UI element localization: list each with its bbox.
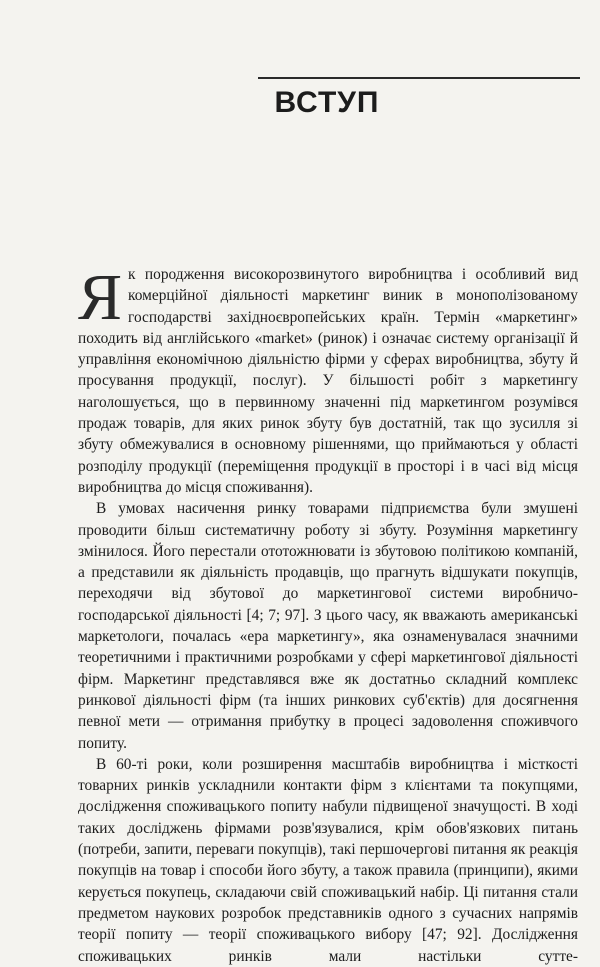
chapter-heading: ВСТУП: [274, 86, 380, 119]
heading-rule: [258, 77, 580, 79]
paragraph-1-text: к породження високорозвинутого виробництва і особливий вид комерційної діяльності маркетинг виник в монополізованому господарстві західноєвропейських країн. Термін «маркетинг» походить від англійського «market» (ринок) і означає систему організації й управління економічною діяльністю фірми у сферах виробництва, збуту й просування продукції, послуг). У більшості робіт з маркетингу наголошується, що в первинному значенні під маркетингом розумівся продаж товарів, для яких ринок збуту був достатній, так що зусилля зі збуту обмежувалися в основному рішеннями, що приймаються у області розподілу продукції (переміщення продукції в просторі і в часі від місця виробництва до місця споживання).: [78, 266, 578, 496]
paragraph-3: В 60-ті роки, коли розширення масштабів виробництва і місткості товарних ринків ускладнили контакти фірм з клієнтами та покупцями, дослідження споживацького попиту набули підвищеної значущості. В ході таких досліджень фірмами розв'язувалися, крім обов'язкових питань (потреби, запити, переваги покупців), такі першочергові питання як реакція покупців на товар і способи його збуту, а також правила (принципи), якими керується покупець, складаючи свій споживацький набір. Ці питання стали предметом наукових розробок представників одного з сучасних напрямів теорії попиту — теорії споживацького вибору [47; 92]. Дослідження споживацьких ринків мали настільки сутте-: [78, 755, 578, 965]
paragraph-2: В умовах насичення ринку товарами підприємства були змушені проводити більш систематичну роботу зі збуту. Розуміння маркетингу змінилося. Його перестали ототожнювати із збутовою політикою компаній, а представили як діяльність продавців, що прагнуть відшукати покупців, переходячи від збутової до маркетингової системи виробничо-господарської діяльності [4; 7; 97]. З цього часу, як вважають американські маркетологи, почалась «ера маркетингу», яка ознаменувалася значними теоретичними і практичними розробками у сфері маркетингової діяльності фірм. Маркетинг представлявся вже як достатньо складний комплекс ринкової діяльності фірм (та інших ринкових суб'єктів) для досягнення певної мети — отримання прибутку в процесі задоволення споживчого попиту.: [78, 500, 578, 752]
paragraph-1: [78, 261, 578, 498]
body-text: [78, 261, 578, 967]
drop-cap: Я: [78, 261, 123, 334]
